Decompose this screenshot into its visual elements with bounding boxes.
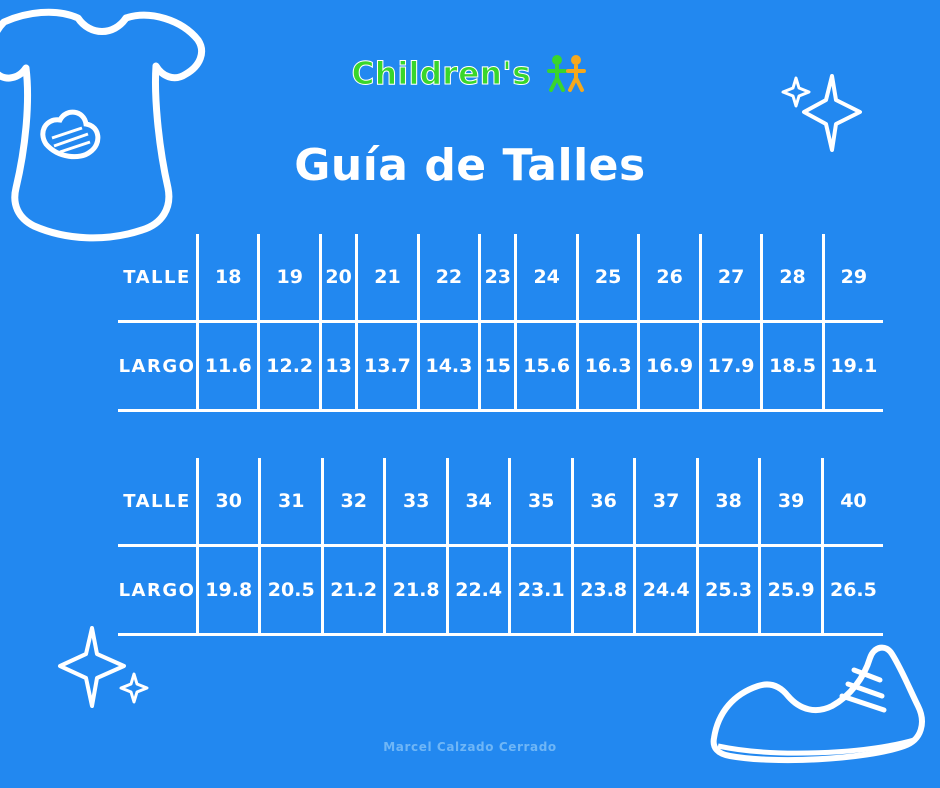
size-cell: 33 bbox=[385, 458, 447, 546]
length-cell: 22.4 bbox=[447, 546, 509, 635]
length-cell: 12.2 bbox=[259, 322, 320, 411]
length-cell: 19.8 bbox=[198, 546, 260, 635]
size-cell: 34 bbox=[447, 458, 509, 546]
length-cell: 14.3 bbox=[418, 322, 479, 411]
size-cell: 39 bbox=[760, 458, 822, 546]
row-label-talle: TALLE bbox=[118, 458, 198, 546]
length-cell: 13.7 bbox=[357, 322, 418, 411]
sparkle-icon bbox=[56, 622, 166, 726]
length-cell: 18.5 bbox=[762, 322, 823, 411]
size-cell: 19 bbox=[259, 234, 320, 322]
size-cell: 22 bbox=[418, 234, 479, 322]
table-row bbox=[118, 458, 883, 546]
size-cell: 29 bbox=[823, 234, 883, 322]
row-label-largo: LARGO bbox=[118, 322, 198, 411]
length-cell: 23.8 bbox=[572, 546, 634, 635]
size-cell: 30 bbox=[198, 458, 260, 546]
length-cell: 24.4 bbox=[635, 546, 697, 635]
row-label-talle: TALLE bbox=[118, 234, 198, 322]
size-cell: 31 bbox=[260, 458, 322, 546]
size-cell: 38 bbox=[697, 458, 759, 546]
length-cell: 20.5 bbox=[260, 546, 322, 635]
length-cell: 11.6 bbox=[198, 322, 259, 411]
length-cell: 25.9 bbox=[760, 546, 822, 635]
size-cell: 24 bbox=[516, 234, 577, 322]
length-cell: 13 bbox=[320, 322, 356, 411]
length-cell: 19.1 bbox=[823, 322, 883, 411]
table-row bbox=[118, 234, 883, 322]
size-cell: 40 bbox=[822, 458, 883, 546]
size-cell: 28 bbox=[762, 234, 823, 322]
sneaker-icon bbox=[704, 642, 934, 786]
brand-logo bbox=[0, 52, 940, 104]
length-cell: 15.6 bbox=[516, 322, 577, 411]
size-cell: 18 bbox=[198, 234, 259, 322]
size-cell: 20 bbox=[320, 234, 356, 322]
size-cell: 26 bbox=[639, 234, 700, 322]
table-row bbox=[118, 546, 883, 635]
size-cell: 35 bbox=[510, 458, 572, 546]
row-label-largo: LARGO bbox=[118, 546, 198, 635]
size-cell: 23 bbox=[480, 234, 516, 322]
length-cell: 16.9 bbox=[639, 322, 700, 411]
brand-name: Children's bbox=[351, 56, 532, 92]
size-cell: 25 bbox=[577, 234, 638, 322]
length-cell: 21.8 bbox=[385, 546, 447, 635]
size-cell: 36 bbox=[572, 458, 634, 546]
kids-figures-icon bbox=[546, 52, 588, 96]
size-table-2 bbox=[118, 458, 883, 636]
length-cell: 16.3 bbox=[577, 322, 638, 411]
size-table-1 bbox=[118, 234, 883, 412]
size-cell: 21 bbox=[357, 234, 418, 322]
length-cell: 17.9 bbox=[700, 322, 761, 411]
footer-credit: Marcel Calzado Cerrado bbox=[383, 740, 557, 754]
length-cell: 25.3 bbox=[697, 546, 759, 635]
size-cell: 32 bbox=[322, 458, 384, 546]
table-row bbox=[118, 322, 883, 411]
length-cell: 26.5 bbox=[822, 546, 883, 635]
length-cell: 15 bbox=[480, 322, 516, 411]
length-cell: 21.2 bbox=[322, 546, 384, 635]
page-title: Guía de Talles bbox=[294, 140, 646, 191]
length-cell: 23.1 bbox=[510, 546, 572, 635]
size-cell: 27 bbox=[700, 234, 761, 322]
size-cell: 37 bbox=[635, 458, 697, 546]
baby-onesie-icon bbox=[0, 4, 226, 258]
